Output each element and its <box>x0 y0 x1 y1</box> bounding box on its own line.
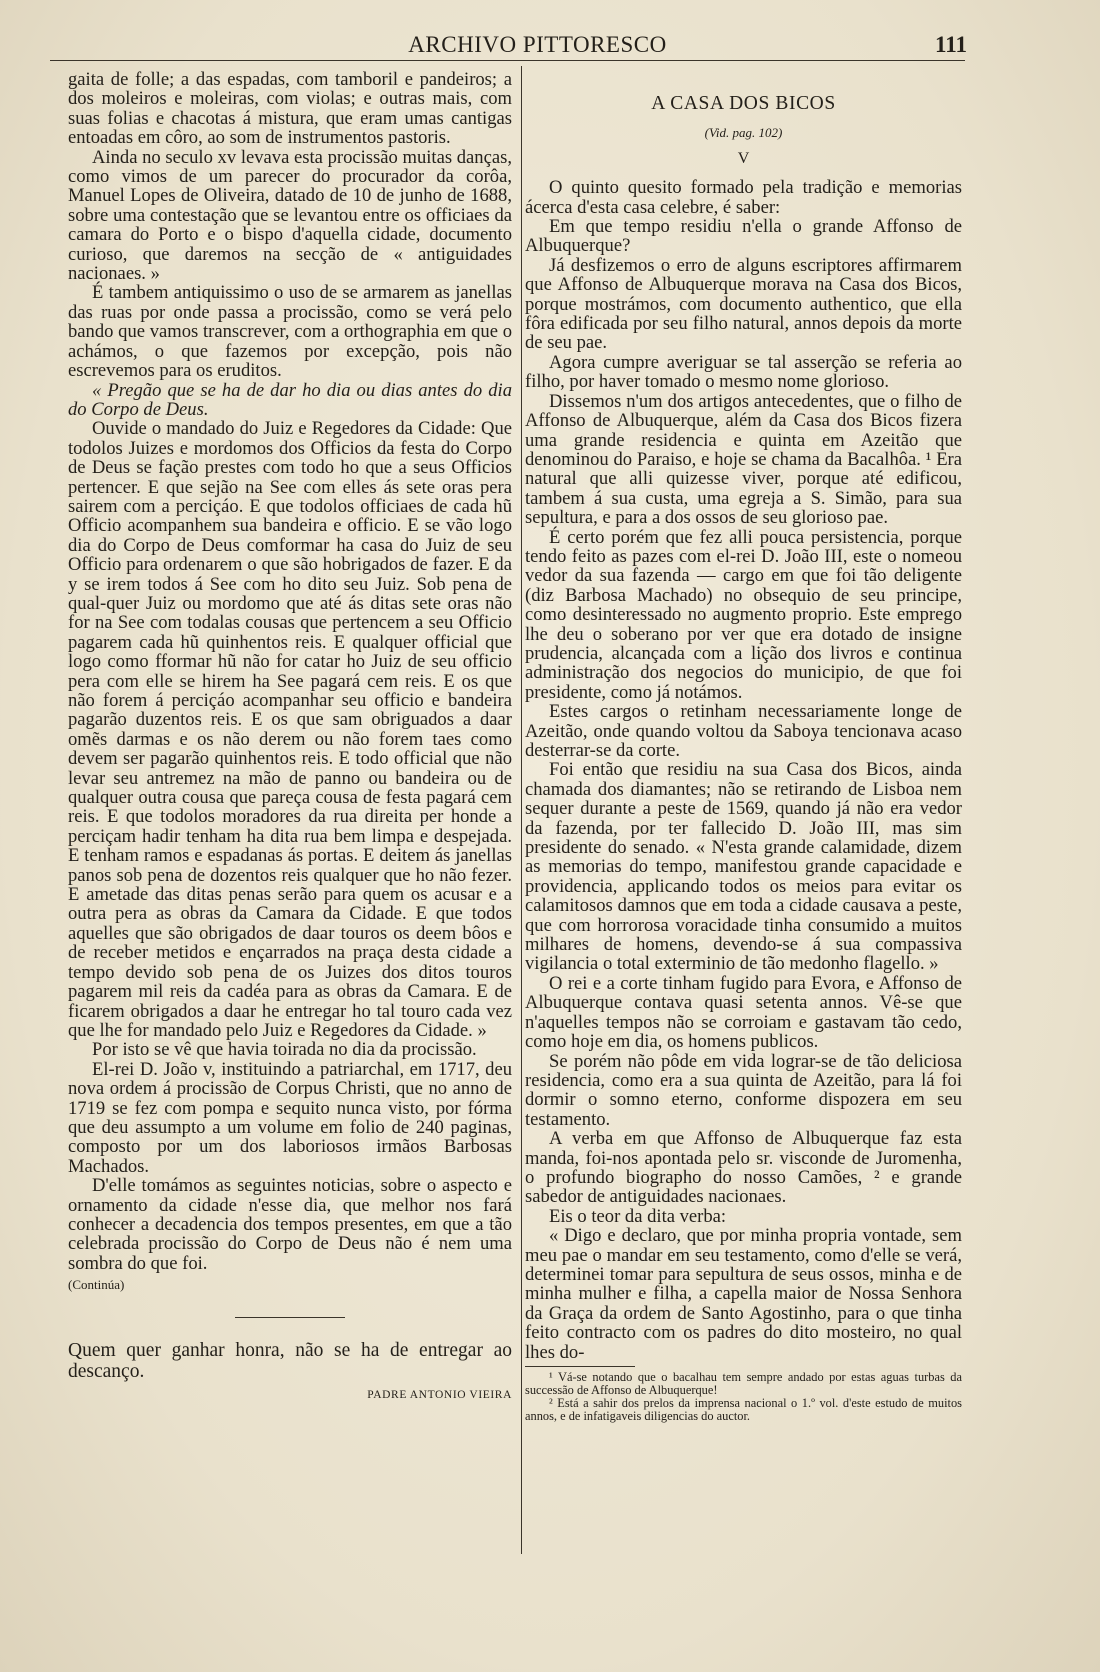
paragraph: gaita de folle; a das espadas, com tamboril e pandeiros; a dos moleiros e moleiras, com violas; e outras mais, com suas folias e chacotas á mistura, que eram umas cantigas entoadas em côro, ao som de instrumentos pastoris. <box>68 69 512 149</box>
paragraph: O rei e a corte tinham fugido para Evora, e Affonso de Albuquerque contava quasi setenta annos. Vê-se que n'aquelles tempos não se corroiam e gastavam tão cedo, como hoje em dia, os homens publicos. <box>525 972 962 1053</box>
paragraph: A verba em que Affonso de Albuquerque faz esta manda, foi-nos apontada pelo sr. visconde de Juromenha, o profundo biographo do nosso Camões, ² e grande sabedor de antiguidades nacionaes. <box>525 1128 962 1208</box>
proverb-author: PADRE ANTONIO VIEIRA <box>367 1388 512 1401</box>
paragraph: Eis o teor da dita verba: <box>549 1205 727 1227</box>
paragraph: Estes cargos o retinham necessariamente longe de Azeitão, onde quando voltou da Saboya tencionava acaso desterrar-se da corte. <box>525 701 962 761</box>
paragraph: É certo porém que fez alli pouca persistencia, porque tendo feito as pazes com el-rei D. João III, este o nomeou vedor da sua fazenda — cargo em que foi tão deligente (diz Barbosa Machado) no obsequio de seu principe, como desinteressado no augmento proprio. Este emprego lhe deu o soberano por ver que era dotado de insigne prudencia, alcançada com a lição dos livros e continua administração dos negocios do municipio, de que foi presidente, como já notámos. <box>525 526 962 703</box>
paragraph: Foi então que residiu na sua Casa dos Bicos, ainda chamada dos diamantes; não se retirando de Lisboa nem sequer durante a peste de 1569, quando já não era vedor da fazenda, por ter fallecido D. João III, mas sim presidente do senado. « N'esta grande calamidade, dizem as memorias do tempo, manifestou grande capacidade e providencia, applicando todos os meios para evitar os calamitosos damnos que em toda a cidade causava a peste, que com horrorosa voracidade tinha consumido a muitos milhares de homens, devendo-se á sua compassiva vigilancia o total exterminio de tão medonho flagello. » <box>525 759 962 975</box>
paragraph: El-rei D. João v, instituindo a patriarchal, em 1717, deu nova ordem á procissão de Corpus Christi, que no anno de 1719 se fez com pompa e sequito nunca visto, por fórma que deu assumpto a um volume em folio de 240 paginas, composto por um dos laboriosos irmãos Barbosas Machados. <box>68 1058 512 1177</box>
column-divider <box>521 66 522 1554</box>
paragraph: Ainda no seculo xv levava esta procissão muitas danças, como vimos de um parecer do procurador da corôa, Manuel Lopes de Oliveira, datado de 10 de junho de 1688, sobre uma contestação que se levantou entre os officiaes da camara do Porto e o bispo d'aquella cidade, documento curioso, que daremos na secção de « antiguidades nacionaes. » <box>68 146 512 285</box>
running-header <box>50 30 965 61</box>
paragraph: Em que tempo residiu n'ella o grande Affonso de Albuquerque? <box>525 216 962 257</box>
paragraph: Já desfizemos o erro de alguns escriptores affirmarem que Affonso de Albuquerque morava na Casa dos Bicos, porque mostrámos, com documento authentico, que ella fôra edificada por seu filho natural, annos depois da morte de seu pae. <box>525 254 962 354</box>
paragraph: « Digo e declaro, que por minha propria vontade, sem meu pae o mandar em seu testamento, como d'elle se verá, determinei tomar para sepultura de seus ossos, minha e de minha mulher e filha, a capella maior de Nossa Senhora da Graça da ordem de Santo Agostinho, para o que tinha feito contracto com os padres do dito mosteiro, no qual lhes do- <box>525 1225 962 1363</box>
proclamation-heading: « Pregão que se ha de dar ho dia ou dias antes do dia do Corpo de Deus. <box>68 379 512 420</box>
paragraph: O quinto quesito formado pela tradição e memorias ácerca d'esta casa celebre, é saber: <box>525 177 962 218</box>
continua-note: (Continúa) <box>68 1277 125 1293</box>
article-title: A CASA DOS BICOS <box>651 93 836 114</box>
separator-rule <box>235 1317 345 1318</box>
footnote: ² Está a sahir dos prelos da imprensa nacional o 1.º vol. d'este estudo de muitos annos, e de infatigaveis diligencias do auctor. <box>525 1396 962 1423</box>
article-reference: (Vid. pag. 102) <box>704 125 783 141</box>
paragraph: Se porém não pôde em vida lograr-se de tão deliciosa residencia, como era a sua quinta de Azeitão, para lá foi dormir o somno eterno, conforme dispozera em seu testamento. <box>525 1050 962 1130</box>
paragraph: Por isto se vê que havia toirada no dia da procissão. <box>92 1039 477 1061</box>
paragraph: Dissemos n'um dos artigos antecedentes, que o filho de Affonso de Albuquerque, além da Casa dos Bicos fizera uma grande residencia e quinta em Azeitão que denominou do Paraiso, e hoje se chama da Bacalhôa. ¹ Era natural que alli quizesse viver, porque até edificou, tambem á sua custa, uma egreja a S. Simão, para sua sepultura, e para a dos ossos de seu glorioso pae. <box>525 390 962 529</box>
footnote-rule <box>525 1366 635 1367</box>
page-number: 111 <box>935 32 967 57</box>
section-number: V <box>737 149 750 167</box>
paragraph: Agora cumpre averiguar se tal asserção se referia ao filho, por haver tomado o mesmo nome glorioso. <box>525 351 962 393</box>
left-column <box>68 70 512 1405</box>
publication-title: ARCHIVO PITTORESCO <box>408 32 667 57</box>
footnote: ¹ Vá-se notando que o bacalhau tem sempre andado por estas aguas turbas da successão de Affonso de Albuquerque! <box>525 1370 962 1397</box>
paragraph: D'elle tomámos as seguintes noticias, sobre o aspecto e ornamento da cidade n'esse dia, que melhor nos fará conhecer a decadencia dos tempos presentes, em que a tão celebrada procissão do Corpo de Deus não é nem uma sombra do que foi. <box>68 1175 512 1274</box>
proverb-quote: Quem quer ganhar honra, não se ha de entregar ao descanço. <box>68 1339 512 1382</box>
paragraph: É tambem antiquissimo o uso de se armarem as janellas das ruas por onde passa a procissão, como se verá pelo bando que vamos transcrever, com a orthographia em que o achámos, o que fazemos por excepção, pois não escrevemos para os eruditos. <box>68 282 512 382</box>
right-column <box>525 70 962 1423</box>
paragraph: Ouvide o mandado do Juiz e Regedores da Cidade: Que todolos Juizes e mordomos dos Officios da festa do Corpo de Deus se fação prestes com todo ho que a seus Officios pertencer. E que sejão na See com elles ás sete oras pera sairem com a perciçáo. E que todolos officiaes de cada hũ Officio acompanhem sua bandeira e officio. E se vão logo dia do Corpo de Deus comformar ha casa do Juiz de seu Officio para ordenarem o que são hobrigados de fazer. E da y se irem todos á See com ho dito seu Juiz. Sob pena de qual-quer Juiz ou mordomo que até ás ditas sete oras não for na See com todalas cousas que pertencem a seu Officio pagarem cada hũ quinhentos reis. E qualquer official que logo como fformar hũ não for catar ho Juiz de seu officio pera com elle se hirem ha See pagará cem reis. E os que não forem á perciçáo acompanhar seu officio e bandeira pagarão duzentos reis. E os que sam obriguados a daar omẽs darmas e os não derem ou não forem taes como devem ser pagarão quinhentos reis. E todo official que não levar seu antremez na mão de panno ou bandeira ou de qualquer outra cousa que pareça cousa de festa pagará cem reis. E que todolos moradores da rua direita per honde a perciçam hadir tenham ha dita rua bem limpa e despejada. E tenham ramos e espadanas ás portas. E deitem ás janellas panos sob pena de dozentos reis qualquer que ho não fezer. E ametade das ditas penas serão para quem os acusar e a outra pera as obras da Camara da Cidade. E que todos aquelles que são obrigados de daar touros os deem bôos e de receber metidos e ençarrados na praça desta cidade a tempo devido sob pena de os Juizes dos ditos touros pagarem mil reis da cadéa para as obras da Camara. E de ficarem obrigados a daar he entregar ho tal touro cada vez que lhe for mandado pelo Juiz e Regedores da Cidade. » <box>68 418 512 1041</box>
